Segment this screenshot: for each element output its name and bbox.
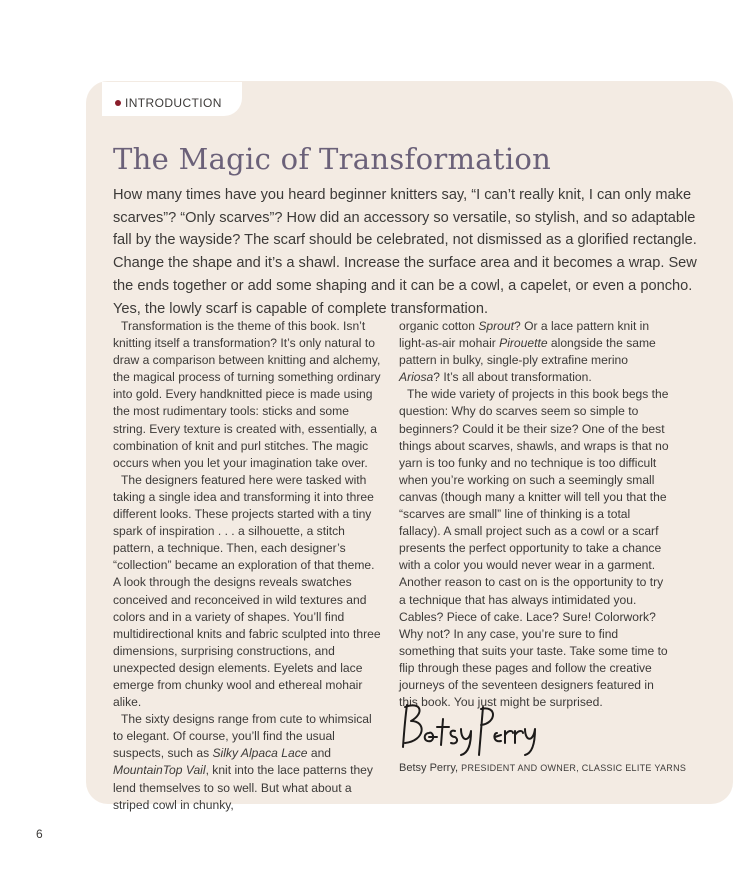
yarn-name: Pirouette bbox=[499, 336, 548, 351]
text-run: The sixty designs range from cute to whimsical to elegant. Of course, you’ll find the usual suspects, such as bbox=[113, 712, 372, 761]
handwritten-signature bbox=[399, 697, 539, 757]
text-run: alongside the same pattern in bulky, single-ply extrafine merino bbox=[399, 336, 656, 368]
text-run: organic cotton bbox=[399, 319, 479, 333]
author-name: Betsy Perry bbox=[399, 762, 456, 774]
paragraph: The designers featured here were tasked with taking a single idea and transforming it into three different looks. These projects started with a tiny spark of inspiration . . . a silhouette, a stitch pattern, a technique. Then, each designer’s “collection” became an exploration of that theme. A look through the designs reveals swatches conceived and reconceived in wild textures and colors and in a variety of shapes. You’ll find multidirectional knits and fabric sculpted into three dimensions, surprising constructions, and unexpected design elements. Eyelets and lace emerge from chunky wool and ethereal mohair alike. bbox=[113, 472, 381, 710]
yarn-name: Ariosa bbox=[399, 370, 434, 385]
text-run: ? Or a lace pattern knit in light-as-air mohair bbox=[399, 319, 650, 351]
paragraph: Transformation is the theme of this book. Isn’t knitting itself a transformation? It’s only natural to draw a comparison between knitting and alchemy, the magical process of turning something ordinary into gold. Every handknitted piece is made using the most rudimentary tools: sticks and some string. Every texture is created with, essentially, a combination of knit and purl stitches. The magic occurs when you let your imagination take over. bbox=[113, 319, 381, 470]
section-label-text: INTRODUCTION bbox=[125, 96, 222, 110]
bullet-dot-icon bbox=[115, 100, 121, 106]
paragraph bbox=[113, 711, 383, 814]
text-run: ? It’s all about transformation. bbox=[433, 370, 592, 385]
yarn-name: Sprout bbox=[478, 319, 514, 333]
text-run: , knit into the lace patterns they lend themselves to so well. But what about a striped cowl in chunky, bbox=[113, 763, 373, 812]
author-title: PRESIDENT AND OWNER, CLASSIC ELITE YARNS bbox=[461, 763, 687, 773]
paragraph bbox=[399, 318, 671, 386]
section-label bbox=[115, 96, 222, 110]
page-title: The Magic of Transformation bbox=[113, 142, 552, 176]
page-number: 6 bbox=[36, 827, 43, 841]
signature-caption: Betsy Perry, PRESIDENT AND OWNER, CLASSIC ELITE YARNS bbox=[399, 762, 687, 774]
lead-paragraph: How many times have you heard beginner knitters say, “I can’t really knit, I can only make scarves”? “Only scarves”? How did an accessory so versatile, so stylish, and so adaptable fall by the wayside? The scarf should be celebrated, not dismissed as a glorified rectangle. Change the shape and it’s a shawl. Increase the surface area and it becomes a wrap. Sew the ends together or add some shaping and it can be a cowl, a capelet, or even a poncho. Yes, the lowly scarf is capable of complete transformation. bbox=[113, 187, 697, 317]
yarn-name: MountainTop Vail bbox=[113, 763, 206, 778]
text-run: and bbox=[307, 746, 332, 761]
paragraph: The wide variety of projects in this book begs the question: Why do scarves seem so simple to beginners? Could it be their size? One of the best things about scarves, shawls, and wraps is that no yarn is too funky and no technique is too difficult when you’re working on such a seemingly small canvas (though many a knitter will tell you that the “scarves are small” line of thinking is a total fallacy). A small project such as a cowl or a scarf presents the perfect opportunity to take a chance with a color you would never wear in a garment. Another reason to cast on is the opportunity to try a technique that has always intimidated you. Cables? Piece of cake. Lace? Sure! Colorwork? Why not? In any case, you’re sure to find something that suits your taste. Take some time to flip through these pages and follow the creative journeys of the seventeen designers featured in this book. You just might be surprised. bbox=[399, 387, 669, 710]
yarn-name: Silky Alpaca Lace bbox=[212, 746, 308, 761]
body-column-left bbox=[113, 318, 383, 814]
body-column-right bbox=[399, 318, 671, 711]
